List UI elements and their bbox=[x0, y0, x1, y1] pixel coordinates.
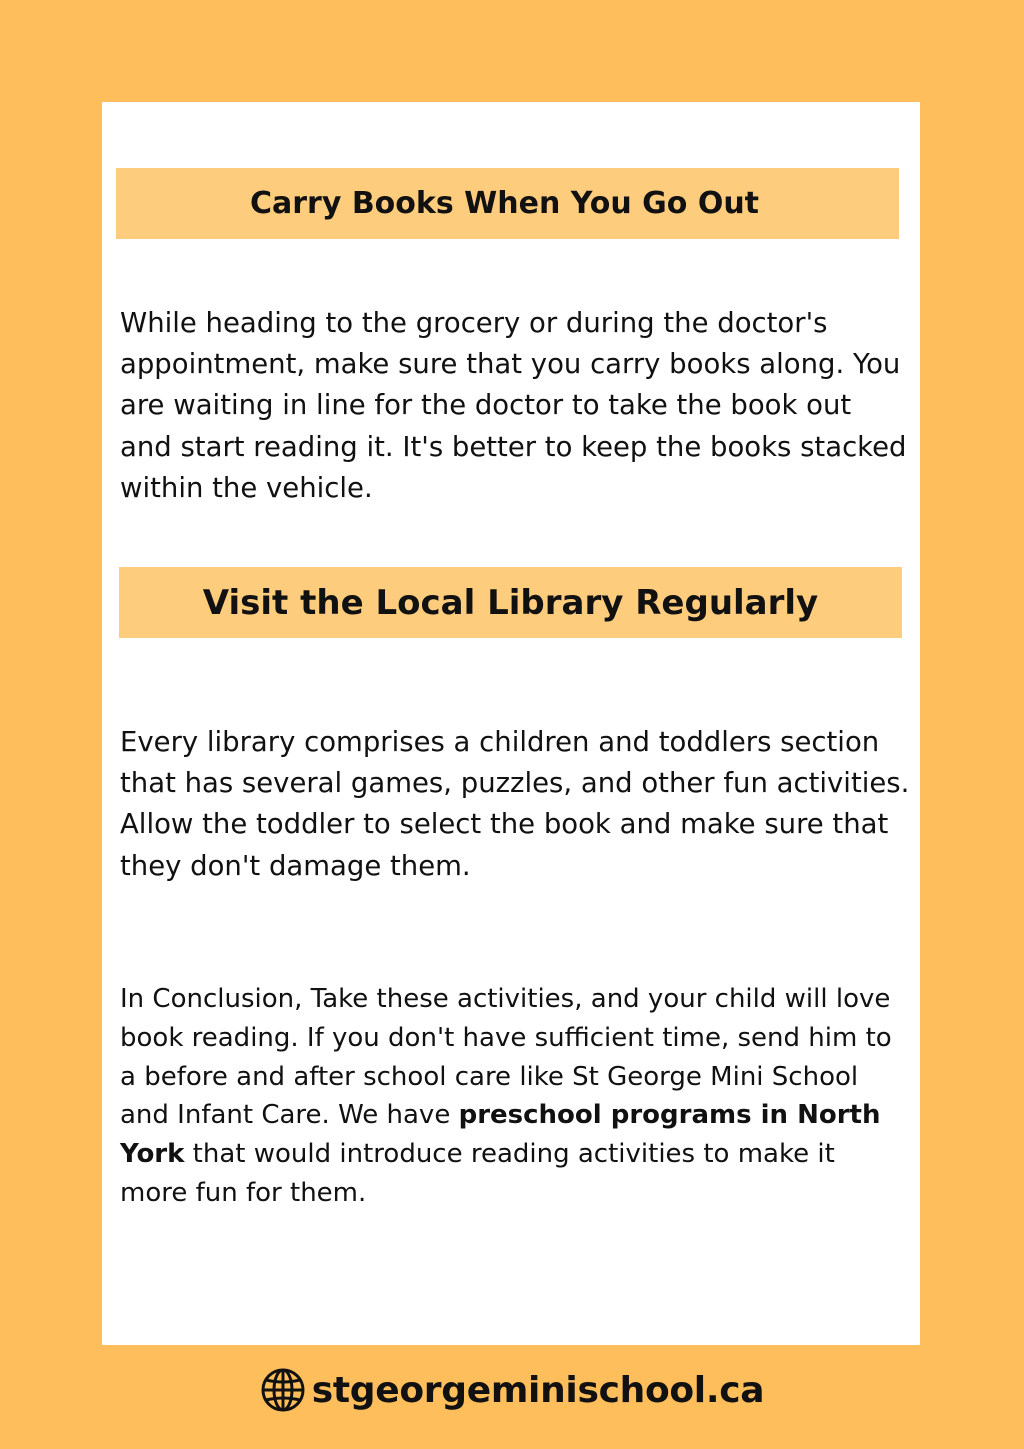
conclusion-text-after: that would introduce reading activities to make it more fun for them. bbox=[120, 1139, 835, 1208]
globe-icon bbox=[260, 1367, 306, 1413]
section-heading-visit-library: Visit the Local Library Regularly bbox=[119, 567, 902, 638]
section-heading-carry-books: Carry Books When You Go Out bbox=[116, 168, 899, 239]
preschool-programs-link-text: preschool programs in North York bbox=[120, 1100, 881, 1170]
paragraph-carry-books: While heading to the grocery or during the doctor's appointment, make sure that you carry books along. You are waiting in line for the doctor to take the book out and start reading it. It's better to keep the books stacked within the vehicle. bbox=[120, 307, 907, 504]
content-card bbox=[102, 102, 920, 1345]
paragraph-visit-library: Every library comprises a children and toddlers section that has several games, puzzles, and other fun activities. Allow the toddler to select the book and make sure that they don't damage them. bbox=[120, 726, 910, 882]
paragraph-conclusion bbox=[120, 980, 910, 1213]
website-url[interactable]: stgeorgeminischool.ca bbox=[311, 1369, 765, 1411]
conclusion-text-before: In Conclusion, Take these activities, and your child will love book reading. If you don't have sufficient time, send him to a before and after school care like St George Mini School and Infant Care. We have bbox=[120, 984, 892, 1131]
footer bbox=[0, 1360, 1024, 1420]
